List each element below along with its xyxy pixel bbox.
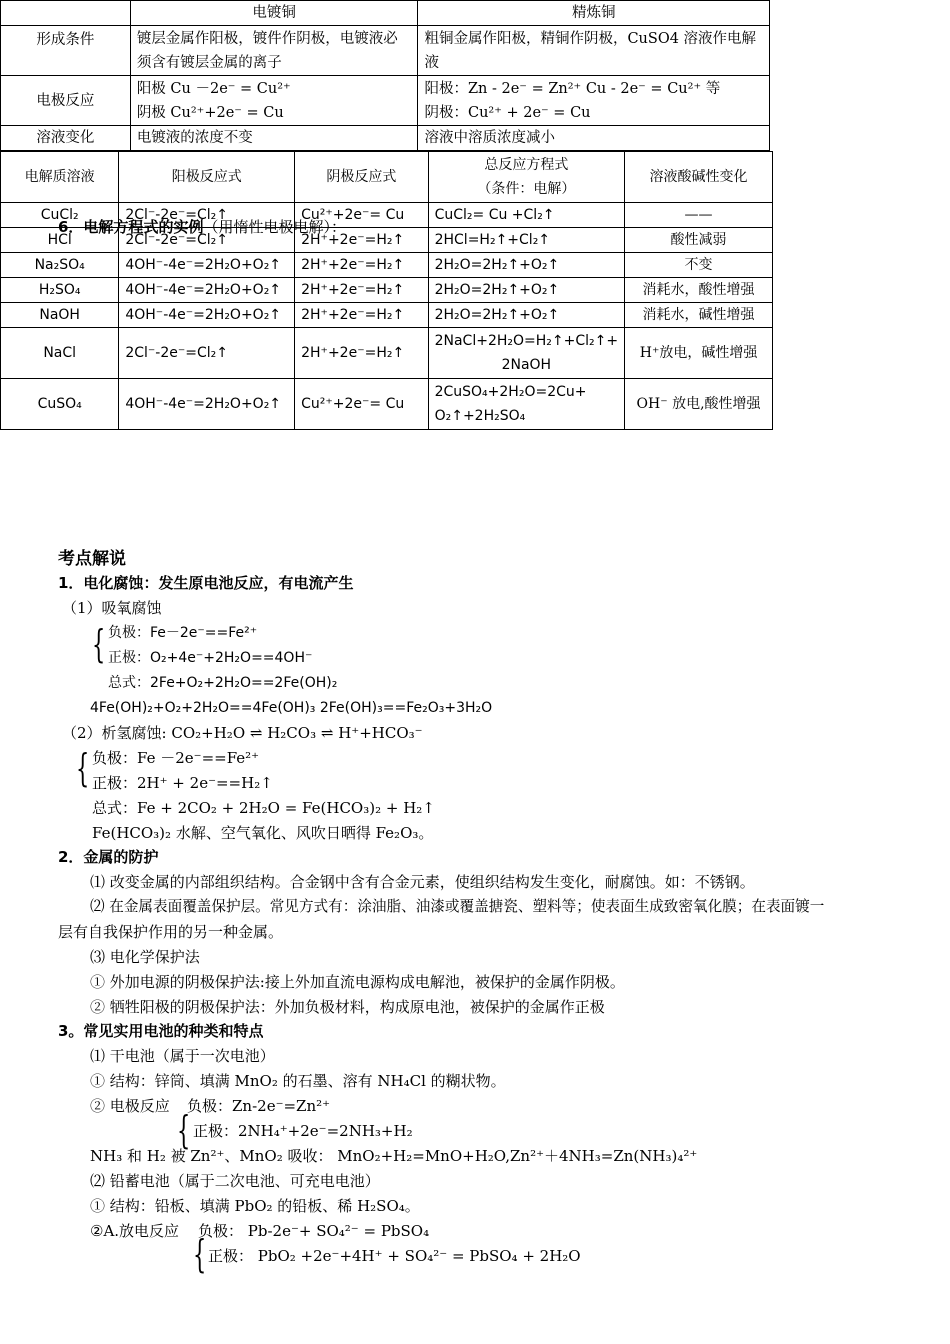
t2-cell: 2CuSO₄+2H₂O=2Cu+ O₂↑+2H₂SO₄ (428, 379, 625, 430)
t2-header: 溶液酸碱性变化 (625, 152, 773, 203)
t2-cell: 4OH⁻-4e⁻=2H₂O+O₂↑ (119, 278, 295, 303)
section6-note: （用惰性电极电解）： (203, 218, 346, 236)
s1-1-pos: 正极：O₂+4e⁻+2H₂O==4OH⁻ (108, 650, 313, 666)
table-row (1, 253, 773, 278)
t2-cell: 2H₂O=2H₂↑+O₂↑ (428, 278, 625, 303)
t2-cell: 2NaCl+2H₂O=H₂↑+Cl₂↑+ 2NaOH (428, 328, 625, 379)
t2-cell: OH⁻ 放电,酸性增强 (625, 379, 773, 430)
s1-1-neg: 负极：Fe－2e⁻==Fe²⁺ (108, 625, 258, 641)
t2-cell: 2HCl=H₂↑+Cl₂↑ (428, 228, 625, 253)
t2-cell: —— (625, 203, 773, 228)
t2-cell: CuSO₄ (1, 379, 119, 430)
t1-row-label: 溶液变化 (1, 126, 131, 151)
t2-cell: CuCl₂= Cu +Cl₂↑ (428, 203, 625, 228)
t1-header-blank (1, 1, 131, 26)
t2-header: 电解质溶液 (1, 152, 119, 203)
s3-heading: 3。常见实用电池的种类和特点 (58, 1022, 264, 1040)
t1-cell: 粗铜金属作阳极，精铜作阴极，CuSO4 溶液作电解液 (418, 26, 770, 76)
t2-cell: 2H₂O=2H₂↑+O₂↑ (428, 253, 625, 278)
t2-cell: 2Cl⁻-2e⁻=Cl₂↑ (119, 328, 295, 379)
t2-cell: H₂SO₄ (1, 278, 119, 303)
s1-1-extra: 4Fe(OH)₂+O₂+2H₂O==4Fe(OH)₃ 2Fe(OH)₃==Fe₂O₃+3H₂O (90, 700, 493, 716)
s3-2-react: ②A.放电反应 (90, 1222, 180, 1240)
table-row (1, 379, 773, 430)
s2-3: ⑶ 电化学保护法 (90, 948, 200, 966)
t2-cell: NaCl (1, 328, 119, 379)
s3-1-struct: ① 结构：锌筒、填满 MnO₂ 的石墨、溶有 NH₄Cl 的糊状物。 (90, 1072, 506, 1090)
brace-icon: { (193, 1232, 207, 1276)
t2-cell: 4OH⁻-4e⁻=2H₂O+O₂↑ (119, 303, 295, 328)
s1-2-total: 总式：Fe + 2CO₂ + 2H₂O = Fe(HCO₃)₂ + H₂↑ (92, 799, 435, 817)
t2-cell: 2H⁺+2e⁻=H₂↑ (295, 228, 428, 253)
t2-cell: Cu²⁺+2e⁻= Cu (295, 203, 428, 228)
t2-cell: 2H⁺+2e⁻=H₂↑ (295, 303, 428, 328)
t2-cell: Cu²⁺+2e⁻= Cu (295, 379, 428, 430)
t2-cell: 不变 (625, 253, 773, 278)
s1-heading: 1．电化腐蚀：发生原电池反应，有电流产生 (58, 574, 354, 592)
table-row (1, 303, 773, 328)
t2-cell: 2H⁺+2e⁻=H₂↑ (295, 328, 428, 379)
table-row (1, 328, 773, 379)
s3-1-neg: 负极：Zn-2e⁻=Zn²⁺ (187, 1097, 331, 1115)
table-row (1, 278, 773, 303)
s3-2-neg: 负极： Pb-2e⁻+ SO₄²⁻ = PbSO₄ (198, 1222, 430, 1240)
t1-cell: 阳极 Cu －2e⁻ = Cu²⁺ 阴极 Cu²⁺+2e⁻ = Cu (130, 76, 418, 126)
t1-cell: 镀层金属作阳极，镀件作阴极，电镀液必须含有镀层金属的离子 (130, 26, 418, 76)
t2-header: 总反应方程式 （条件：电解） (428, 152, 625, 203)
kaodian-title: 考点解说 (58, 549, 126, 569)
electrolysis-table (0, 151, 773, 430)
s3-2: ⑵ 铅蓄电池（属于二次电池、可充电电池） (90, 1172, 380, 1190)
s2-3-2: ② 牺牲阳极的阴极保护法：外加负极材料，构成原电池，被保护的金属作正极 (90, 998, 605, 1016)
s3-1: ⑴ 干电池（属于一次电池） (90, 1047, 275, 1065)
s1-2-label: （2）析氢腐蚀: CO₂+H₂O ⇌ H₂CO₃ ⇌ H⁺+HCO₃⁻ (62, 724, 423, 742)
t2-cell: 消耗水，碱性增强 (625, 303, 773, 328)
t2-cell: 2H₂O=2H₂↑+O₂↑ (428, 303, 625, 328)
t1-header-refining: 精炼铜 (418, 1, 770, 26)
t2-cell: CuCl₂ (1, 203, 119, 228)
t2-cell: 2H⁺+2e⁻=H₂↑ (295, 253, 428, 278)
t2-cell: NaOH (1, 303, 119, 328)
s2-1: ⑴ 改变金属的内部组织结构。合金钢中含有合金元素，使组织结构发生变化，耐腐蚀。如：不锈钢。 (90, 873, 755, 891)
t1-header-plating: 电镀铜 (130, 1, 418, 26)
section6-heading-line (58, 216, 346, 238)
s2-2b: 层有自我保护作用的另一种金属。 (58, 923, 284, 941)
s2-2a: ⑵ 在金属表面覆盖保护层。常见方式有：涂油脂、油漆或覆盖搪瓷、塑料等；使表面生成致密氧化膜；在表面镀一 (90, 898, 825, 915)
t2-cell: 消耗水，酸性增强 (625, 278, 773, 303)
s3-1-pos: 正极：2NH₄⁺+2e⁻=2NH₃+H₂ (193, 1122, 413, 1140)
section6-heading: 6．电解方程式的实例 (58, 218, 204, 236)
s2-3-1: ① 外加电源的阴极保护法:接上外加直流电源构成电解池，被保护的金属作阴极。 (90, 973, 625, 991)
t2-header: 阳极反应式 (119, 152, 295, 203)
t1-cell: 电镀液的浓度不变 (130, 126, 418, 151)
s3-1-react: ② 电极反应 (90, 1097, 170, 1115)
s3-1-absorb: NH₃ 和 H₂ 被 Zn²⁺、MnO₂ 吸收： MnO₂+H₂=MnO+H₂O,Zn²⁺＋4NH₃=Zn(NH₃)₄²⁺ (90, 1147, 698, 1165)
s1-2-extra: Fe(HCO₃)₂ 水解、空气氧化、风吹日晒得 Fe₂O₃。 (92, 824, 434, 842)
s1-2-pos: 正极：2H⁺ + 2e⁻==H₂↑ (92, 774, 273, 792)
t2-cell: 4OH⁻-4e⁻=2H₂O+O₂↑ (119, 253, 295, 278)
t2-cell: 4OH⁻-4e⁻=2H₂O+O₂↑ (119, 379, 295, 430)
t1-cell: 溶液中溶质浓度减小 (418, 126, 770, 151)
s2-heading: 2．金属的防护 (58, 848, 159, 866)
t2-cell: 2Cl⁻-2e⁻=Cl₂↑ (119, 228, 295, 253)
t2-cell: HCl (1, 228, 119, 253)
t2-header: 阴极反应式 (295, 152, 428, 203)
s3-2-struct: ① 结构：铅板、填满 PbO₂ 的铅板、稀 H₂SO₄。 (90, 1197, 420, 1215)
s1-1-label: （1）吸氧腐蚀 (62, 599, 162, 617)
brace-icon: { (92, 622, 106, 666)
s3-2-pos: 正极： PbO₂ +2e⁻+4H⁺ + SO₄²⁻ = PbSO₄ + 2H₂O (208, 1247, 581, 1265)
t1-cell: 阳极：Zn - 2e⁻ = Zn²⁺ Cu - 2e⁻ = Cu²⁺ 等 阴极：Cu²⁺ + 2e⁻ = Cu (418, 76, 770, 126)
t2-cell: Na₂SO₄ (1, 253, 119, 278)
t2-cell: 酸性减弱 (625, 228, 773, 253)
t1-row-label: 形成条件 (1, 26, 131, 76)
t2-cell: 2H⁺+2e⁻=H₂↑ (295, 278, 428, 303)
s1-2-neg: 负极：Fe －2e⁻==Fe²⁺ (92, 749, 260, 767)
t2-cell: 2Cl⁻-2e⁻=Cl₂↑ (119, 203, 295, 228)
s1-1-total: 总式：2Fe+O₂+2H₂O==2Fe(OH)₂ (108, 675, 338, 691)
brace-icon: { (177, 1108, 191, 1152)
electroplating-table (0, 0, 770, 151)
t2-cell: H⁺放电，碱性增强 (625, 328, 773, 379)
t1-row-label: 电极反应 (1, 76, 131, 126)
brace-icon: { (76, 746, 90, 790)
